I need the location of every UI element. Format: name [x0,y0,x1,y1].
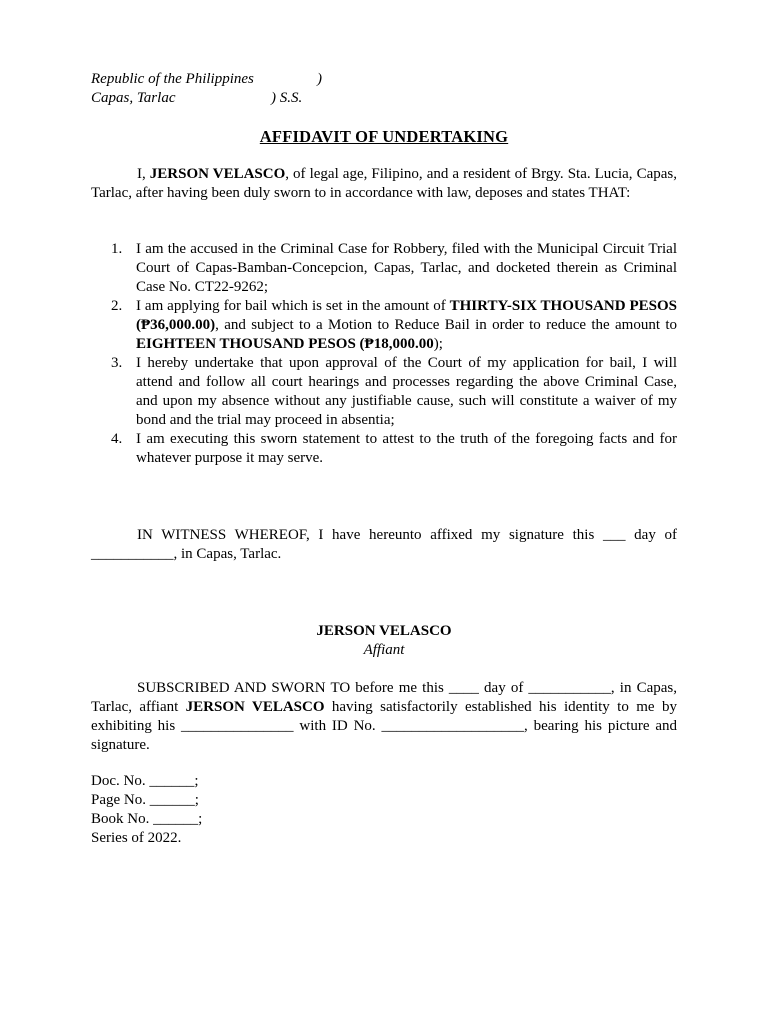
intro-lead: I, [137,166,150,182]
item-text: I am the accused in the Criminal Case for Robbery, filed with the Municipal Circuit Trial Court of Capas-Bamban-Concepcion, Capas, Tarlac, and docketed therein as Criminal Case No. CT22-9262; [136,241,677,295]
item-number: 4. [111,431,123,447]
signatory-role: Affiant [363,642,405,658]
intro-paragraph [91,165,677,203]
item-number: 3. [111,355,123,371]
list-item [91,430,677,468]
item-text: , and subject to a Motion to Reduce Bail in order to reduce the amount to [215,317,677,333]
venue-bracket: ) [317,71,322,87]
item-text: I am applying for bail which is set in the amount of [136,298,450,314]
jurat-text: having satisfactorily established his identity to me by exhibiting his _______________ with ID No. ___________________, bearing his picture and signature. [91,699,677,753]
list-item [91,354,677,430]
venue-block [91,70,322,108]
undertaking-list [91,240,677,468]
document-title: AFFIDAVIT OF UNDERTAKING [259,127,509,146]
signature-block [0,622,768,660]
item-text: I am executing this sworn statement to attest to the truth of the foregoing facts and for whatever purpose it may serve. [136,431,677,466]
venue-ss: ) S.S. [271,90,303,106]
item-text: I hereby undertake that upon approval of the Court of my application for bail, I will attend and follow all court hearings and processes regarding the above Criminal Case, and upon my absence without any justifiable cause, such will constitute a waiver of my bond and the trial may proceed in absentia; [136,355,677,428]
affiant-name: JERSON VELASCO [149,166,286,182]
item-text: ); [433,336,443,352]
list-item [91,240,677,297]
venue-country: Republic of the Philippines [91,71,254,87]
doc-number: Doc. No. ______; [91,773,199,789]
series-year: Series of 2022. [91,830,182,846]
item-number: 1. [111,241,123,257]
notarial-register [91,772,202,848]
reduced-bail-amount: EIGHTEEN THOUSAND PESOS (₱18,000.00 [136,336,434,352]
page-number: Page No. ______; [91,792,199,808]
venue-place: Capas, Tarlac [91,90,176,106]
book-number: Book No. ______; [91,811,203,827]
jurat-text: SUBSCRIBED AND SWORN TO before me this ____ day of ___________, in Capas, Tarlac, affiant [91,680,677,715]
list-item [91,297,677,354]
jurat-paragraph [91,679,677,755]
signatory-name: JERSON VELASCO [316,623,452,639]
witness-paragraph: IN WITNESS WHEREOF, I have hereunto affixed my signature this ___ day of ___________, in Capas, Tarlac. [91,527,677,562]
jurat-affiant-name: JERSON VELASCO [185,699,325,715]
intro-text: , of legal age, Filipino, and a resident of Brgy. Sta. Lucia, Capas, Tarlac, after having been duly sworn to in accordance with law, deposes and states THAT: [91,166,677,201]
item-number: 2. [111,298,123,314]
bail-amount: THIRTY-SIX THOUSAND PESOS (₱36,000.00) [136,298,678,333]
